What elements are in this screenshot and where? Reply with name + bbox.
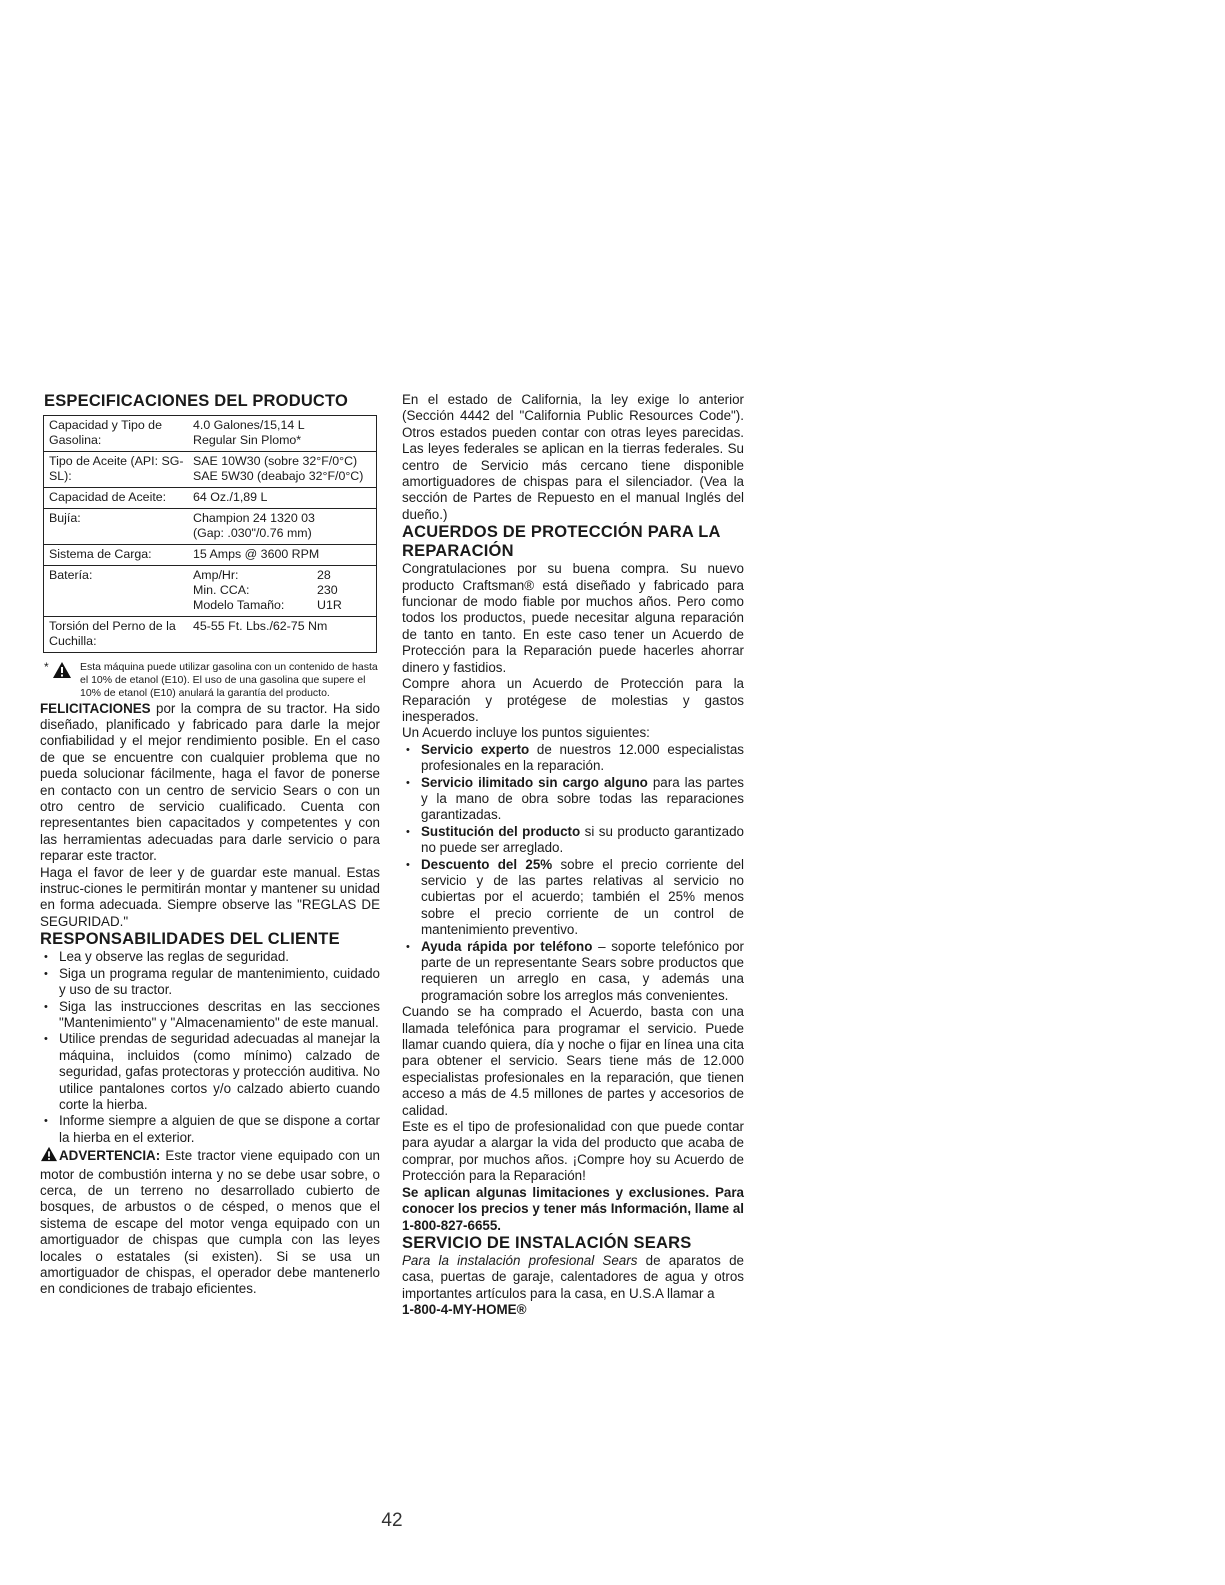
protection-paragraph-2: Compre ahora un Acuerdo de Protección para la Reparación y protégese de molestias y gastos inesperados. (402, 676, 744, 724)
spec-label: Capacidad y Tipo de Gasolina: (49, 418, 162, 447)
protection-paragraph-3: Un Acuerdo incluye los puntos siguientes: (402, 725, 650, 741)
list-item-lead: Servicio experto (421, 741, 530, 757)
spec-value-line: SAE 10W30 (sobre 32°F/0°C) (193, 454, 358, 468)
list-item-text: sobre el precio corriente del servicio y de las partes relativas al servicio no cubiertas por el acuerdo; también el 25% menos sobre el precio corriente de un control de mantenimiento preventivo. (421, 856, 744, 938)
battery-key: Amp/Hr: (193, 568, 239, 582)
spec-row-charging (44, 545, 377, 566)
battery-key: Modelo Tamaño: (193, 598, 285, 612)
spec-row-spark-plug (44, 509, 377, 545)
install-phone: 1-800-4-MY-HOME® (402, 1302, 527, 1318)
protection-paragraph-4: Cuando se ha comprado el Acuerdo, basta con una llamada telefónica para programar el servicio. Puede llamar cuando quiera, día y noche o fijar en línea una cita para obtener el servicio. Sears tiene más de 12.000 especialistas profesionales en la reparación, que tienen acceso a más de 4.5 millones de partes y accesorios de calidad. (402, 1004, 744, 1118)
list-item (402, 824, 744, 857)
congrats-lead: FELICITACIONES (40, 700, 151, 716)
ethanol-footnote (40, 661, 380, 701)
list-item: • Lea y observe las reglas de seguridad. (40, 949, 380, 965)
spec-title: ESPECIFICACIONES DEL PRODUCTO (44, 392, 349, 410)
spec-value-line: Champion 24 1320 03 (193, 511, 315, 525)
spec-value (193, 452, 377, 488)
spec-value (193, 416, 377, 452)
spec-table (43, 415, 377, 653)
protection-list (402, 742, 744, 1005)
responsibilities-title: RESPONSABILIDADES DEL CLIENTE (40, 930, 340, 949)
install-paragraph (402, 1253, 744, 1302)
spec-row-oil-capacity (44, 488, 377, 509)
install-italic: Para la instalación profesional Sears (402, 1252, 638, 1268)
spec-row-torque (44, 617, 377, 653)
warning-triangle-icon (40, 1146, 58, 1166)
warning-triangle-icon (52, 661, 72, 683)
battery-value: 230 (317, 583, 338, 597)
spec-label: Torsión del Perno de la Cuchilla: (49, 619, 176, 648)
warning-text: Este tractor viene equipado con un motor de combustión interna y no se debe usar sobre, o cerca, de un terreno no desarrollado cubierto de bosques, de arbustos o de césped, o menos que el sistema de escape del motor venga equipado con un amortiguador de chispas que cumpla con las leyes locales o estatales (si existen). Si se usa un amortiguador de chispas, el operador debe mantenerlo en condiciones de trabajo eficientes. (40, 1148, 380, 1297)
list-item-text: – soporte telefónico por parte de un representante Sears sobre productos que requieren un arreglo en casa, y además una programación sobre los arreglos más convenientes. (421, 938, 744, 1003)
spec-label: Batería: (49, 568, 93, 582)
spec-value-line: Regular Sin Plomo* (193, 433, 302, 447)
left-column (40, 392, 380, 1298)
list-item-text: si su producto garantizado no puede ser arreglado. (421, 823, 744, 856)
spec-value-line: (Gap: .030"/0.76 mm) (193, 526, 312, 540)
list-item (402, 775, 744, 824)
congrats-text: por la compra de su tractor. Ha sido diseñado, planificado y fabricado para darle la mejor confiabilidad y el mejor rendimiento posible. En el caso de que se encuentre con cualquier problema que no pueda solucionar fácilmente, haga el favor de ponerse en contacto con un centro de servicio Sears o con un otro centro de servicio cualificado. Cuenta con representantes bien capacitados y competentes y con las herramientas adecuadas para darle servicio o para reparar este tractor. (40, 700, 380, 864)
congrats-paragraph-2: Haga el favor de leer y de guardar este manual. Estas instruc-ciones le permitirán montar y mantener su unidad en forma adecuada. Siempre observe las "REGLAS DE SEGURIDAD." (40, 864, 380, 929)
protection-limitations (402, 1185, 744, 1234)
page-number: 42 (381, 1510, 403, 1531)
spec-value-line: SAE 5W30 (deabajo 32°F/0°C) (193, 469, 364, 483)
warning-lead: ADVERTENCIA: (59, 1148, 161, 1164)
list-item-lead: Servicio ilimitado sin cargo alguno (421, 774, 648, 790)
list-item-text: de nuestros 12.000 especialistas profesionales en la reparación. (421, 741, 744, 774)
protection-title: ACUERDOS DE PROTECCIÓN PARA LA REPARACIÓN (402, 523, 720, 561)
list-item: • Informe siempre a alguien de que se dispone a cortar la hierba en el exterior. (40, 1113, 380, 1146)
warning-paragraph (40, 1146, 380, 1298)
spec-label: Bujía: (49, 511, 81, 525)
spec-value: 45-55 Ft. Lbs./62-75 Nm (193, 619, 328, 633)
list-item-text: para las partes y la mano de obra sobre todas las reparaciones garantizadas. (421, 774, 744, 823)
list-item-lead: Ayuda rápida por teléfono (421, 938, 593, 954)
battery-value: U1R (317, 598, 342, 612)
california-paragraph: En el estado de California, la ley exige lo anterior (Sección 4442 del "California Public Resources Code"). Otros estados pueden contar con otras leyes parecidas. Las leyes federales se aplican en la tierras federales. Su centro de Servicio más cercano tiene disponible amortiguadores de chispas para el silenciador. (Vea la sección de Partes de Repuesto en el manual Inglés del dueño.) (402, 392, 744, 522)
spec-row-fuel (44, 416, 377, 452)
limitations-text: Se aplican algunas limitaciones y exclusiones. Para conocer los precios y tener más Información, llame al 1-800-827-6655. (402, 1184, 744, 1233)
list-item: • Utilice prendas de seguridad adecuadas al manejar la máquina, incluidos (como mínimo) calzado de seguridad, gafas protectoras y protección auditiva. No utilice pantalones cortos y/o calzado abierto cuando corte la hierba. (40, 1031, 380, 1113)
list-item (402, 939, 744, 1005)
battery-value: 28 (317, 568, 331, 582)
spec-value: 64 Oz./1,89 L (193, 490, 268, 504)
footnote-text: Esta máquina puede utilizar gasolina con un contenido de hasta el 10% de etanol (E10). El uso de una gasolina que supere el 10% de etanol (E10) anulará la garantía del producto. (80, 661, 378, 700)
responsibilities-list (40, 949, 380, 1146)
list-item (402, 857, 744, 939)
list-item-lead: Descuento del 25% (421, 856, 553, 872)
protection-paragraph-5: Este es el tipo de profesionalidad con que puede contar para ayudar a alargar la vida del producto que acaba de comprar, por muchos años. ¡Compre hoy su Acuerdo de Protección para la Reparación! (402, 1119, 744, 1184)
protection-paragraph-1: Congratulaciones por su buena compra. Su nuevo producto Craftsman® está diseñado y fabricado para funcionar de modo fiable por muchos años. Pero como todos los productos, puede necesitar alguna reparación de tanto en tanto. En este caso tener un Acuerdo de Protección para la Reparación puede hacerles ahorrar dinero y fastidios. (402, 561, 744, 675)
list-item (402, 742, 744, 775)
footnote-star: * (44, 660, 49, 674)
install-title: SERVICIO DE INSTALACIÓN SEARS (402, 1233, 692, 1252)
list-item: • Siga las instrucciones descritas en las secciones "Mantenimiento" y "Almacenamiento" de este manual. (40, 999, 380, 1032)
list-item: • Siga un programa regular de mantenimiento, cuidado y uso de su tractor. (40, 966, 380, 999)
spec-value: 15 Amps @ 3600 RPM (193, 547, 320, 561)
install-text: de aparatos de casa, puertas de garaje, calentadores de agua y otros importantes artículos para la casa, en U.S.A llamar a (402, 1252, 745, 1301)
spec-row-battery (44, 566, 377, 617)
spec-value (193, 566, 377, 617)
spec-label: Tipo de Aceite (API: SG-SL): (49, 454, 184, 483)
right-column (402, 392, 744, 1319)
install-phone-line (402, 1302, 744, 1318)
spec-row-oil (44, 452, 377, 488)
battery-grid (193, 568, 372, 613)
congrats-paragraph (40, 701, 380, 865)
spec-label: Sistema de Carga: (49, 547, 152, 561)
spec-value (193, 509, 377, 545)
battery-key: Min. CCA: (193, 583, 250, 597)
spec-label: Capacidad de Aceite: (49, 490, 167, 504)
spec-value-line: 4.0 Galones/15,14 L (193, 418, 305, 432)
list-item-lead: Sustitución del producto (421, 823, 581, 839)
